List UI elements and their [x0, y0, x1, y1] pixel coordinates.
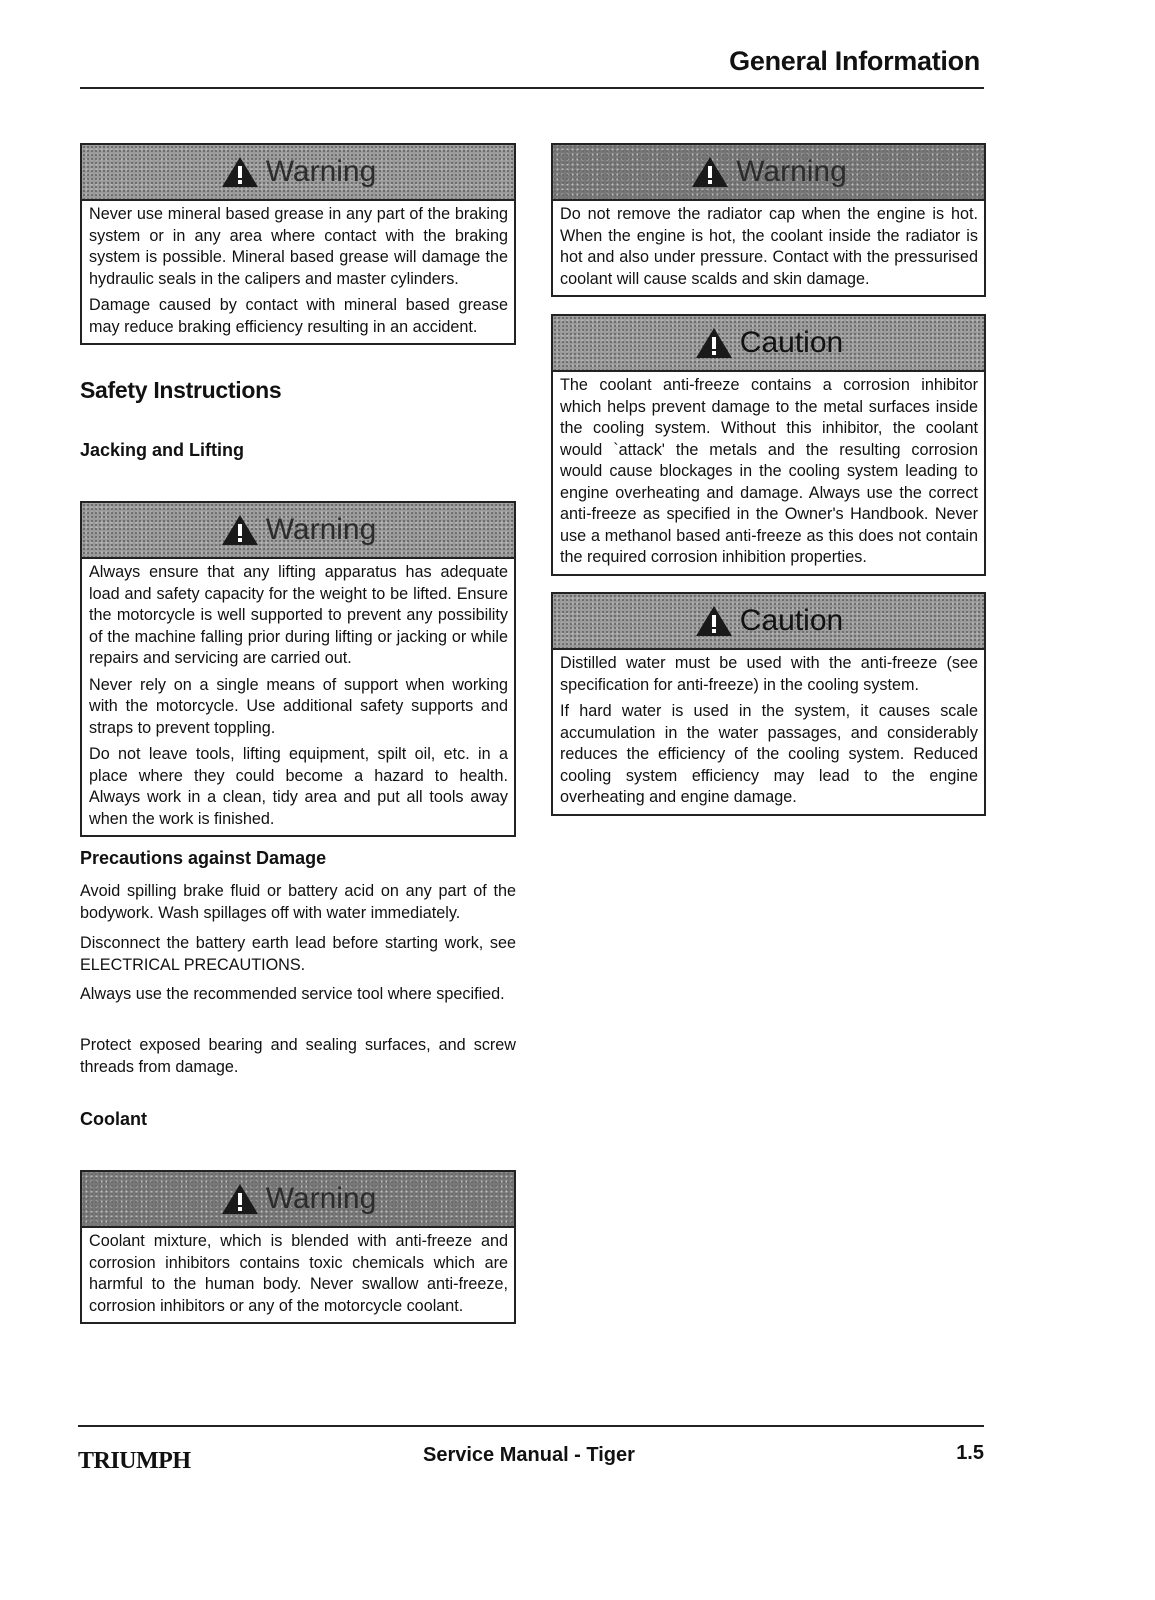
caution-box-antifreeze [551, 314, 986, 576]
caution-box-water [551, 592, 986, 816]
warning-body [82, 559, 514, 835]
precaution-paragraph: Disconnect the battery earth lead before starting work, see ELECTRICAL PRECAUTIONS. [80, 934, 516, 974]
page-header-title: General Information [729, 46, 980, 76]
page-number: 1.5 [956, 1442, 984, 1464]
precaution-paragraph: Avoid spilling brake fluid or battery acid on any part of the bodywork. Wash spillages off with water immediately. [80, 882, 516, 922]
caution-body [553, 372, 984, 574]
caution-banner [553, 594, 984, 650]
subheading-precautions: Precautions against Damage [80, 848, 327, 868]
warning-box-jacking [80, 501, 516, 837]
warning-box-braking [80, 143, 516, 345]
caution-banner [553, 316, 984, 372]
caution-triangle-icon [694, 604, 734, 638]
warning-box-coolant [80, 1170, 516, 1324]
subheading-coolant: Coolant [80, 1109, 147, 1129]
warning-triangle-icon [220, 513, 260, 547]
warning-triangle-icon [220, 1182, 260, 1216]
warning-paragraph: Never use mineral based grease in any part of the braking system or in any area where contact with the braking system is possible. Mineral based grease will damage the hydraulic seals in the calipers and master cylinders. [89, 205, 508, 288]
precaution-paragraph: Protect exposed bearing and sealing surfaces, and screw threads from damage. [80, 1036, 516, 1076]
warning-box-radiator [551, 143, 986, 297]
caution-body [553, 650, 984, 814]
section-heading-safety: Safety Instructions [80, 377, 282, 403]
warning-label: Warning [736, 155, 847, 188]
warning-paragraph: Always ensure that any lifting apparatus has adequate load and safety capacity for the weight to be lifted. Ensure the motorcycle is well supported to prevent any possibility of the machine falling prior during lifting or jacking or while repairs and servicing are carried out. [89, 563, 508, 667]
warning-triangle-icon [220, 155, 260, 189]
precaution-paragraph: Always use the recommended service tool where specified. [80, 985, 505, 1003]
warning-paragraph: Do not leave tools, lifting equipment, spilt oil, etc. in a place where they could become a hazard to health. Always work in a clean, tidy area and put all tools away when the work is finished. [89, 745, 508, 828]
warning-banner [553, 145, 984, 201]
header-rule [80, 87, 984, 89]
caution-paragraph: The coolant anti-freeze contains a corrosion inhibitor which helps prevent damage to the metal surfaces inside the cooling system. Without this inhibitor, the coolant would `attack' the metals and the resulting corrosion would cause blockages in the cooling system leading to engine overheating and damage. Always use the correct anti-freeze as specified in the Owner's Handbook. Never use a methanol based anti-freeze as this does not contain the required corrosion inhibition properties. [560, 376, 978, 566]
footer-rule [78, 1425, 984, 1427]
caution-label: Caution [739, 326, 844, 359]
warning-triangle-icon [690, 155, 730, 189]
warning-paragraph: Damage caused by contact with mineral based grease may reduce braking efficiency resulting in an accident. [89, 296, 508, 336]
warning-banner [82, 1172, 514, 1228]
subheading-jacking: Jacking and Lifting [80, 440, 245, 460]
warning-label: Warning [265, 155, 377, 188]
warning-paragraph: Never rely on a single means of support when working with the motorcycle. Use additional safety supports and straps to prevent toppling. [89, 675, 508, 737]
warning-body [553, 201, 984, 295]
warning-paragraph: Do not remove the radiator cap when the engine is hot. When the engine is hot, the coolant inside the radiator is hot and also under pressure. Contact with the pressurised coolant will cause scalds and skin damage. [560, 205, 978, 288]
caution-paragraph: Distilled water must be used with the anti-freeze (see specification for anti-freeze) in the cooling system. [560, 654, 978, 694]
warning-label: Warning [265, 1182, 377, 1215]
warning-banner [82, 503, 514, 559]
warning-paragraph: Coolant mixture, which is blended with anti-freeze and corrosion inhibitors contains toxic chemicals which are harmful to the human body. Never swallow anti-freeze, corrosion inhibitors or any of the motorcycle coolant. [89, 1232, 508, 1315]
warning-label: Warning [265, 513, 377, 546]
footer-manual-title: Service Manual - Tiger [423, 1444, 635, 1466]
caution-label: Caution [739, 604, 844, 637]
warning-body [82, 201, 514, 343]
triumph-logo: TRIUMPH [78, 1448, 191, 1474]
warning-banner [82, 145, 514, 201]
caution-triangle-icon [694, 326, 734, 360]
caution-paragraph: If hard water is used in the system, it causes scale accumulation in the water passages, and considerably reduces the efficiency of the cooling system. Reduced cooling system efficiency may lead to the engine overheating and engine damage. [560, 702, 978, 806]
warning-body [82, 1228, 514, 1322]
